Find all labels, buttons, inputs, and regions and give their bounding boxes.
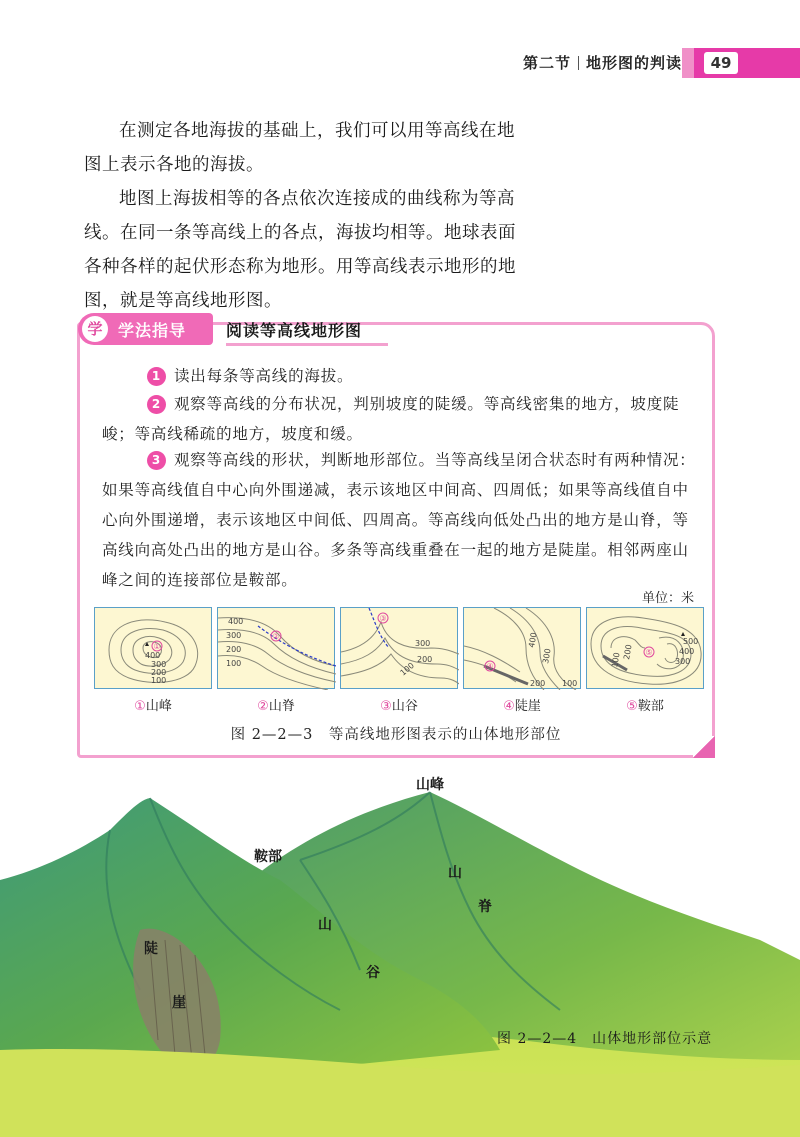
contour-map-saddle (586, 607, 704, 689)
svg-text:400: 400 (679, 647, 695, 656)
label-cliff-char-2: 崖 (172, 995, 186, 1011)
figure-caption-2-2-4: 图 2—2—4 山体地形部位示意 (497, 1031, 713, 1047)
label-saddle: 鞍部 (254, 849, 282, 865)
map-marker: ④ (486, 662, 494, 671)
section-label: 第二节 (522, 54, 571, 72)
study-guide-tag-label: 学法指导 (118, 321, 187, 340)
svg-text:200: 200 (530, 679, 546, 688)
page-header (0, 48, 800, 78)
svg-text:400: 400 (228, 617, 244, 626)
study-guide-title: 阅读等高线地形图 (226, 321, 363, 340)
label-valley-char-2: 谷 (366, 965, 380, 981)
map-marker: ③ (379, 614, 387, 623)
map-marker: ① (153, 642, 161, 651)
svg-text:300: 300 (541, 647, 553, 665)
svg-text:500: 500 (683, 637, 699, 646)
svg-text:300: 300 (415, 639, 431, 648)
tip-2 (102, 389, 702, 449)
map-caption-ridge: ②山脊 (257, 699, 295, 714)
page-number: 49 (704, 52, 738, 74)
unit-label: 单位：米 (641, 591, 694, 606)
tip-3 (102, 445, 702, 595)
map-caption-peak: ①山峰 (134, 699, 172, 714)
contour-lines-cliff (464, 608, 582, 690)
map-marker: ⑤ (645, 648, 653, 657)
contour-lines-peak (95, 608, 213, 690)
svg-text:200: 200 (417, 655, 433, 664)
contour-map-valley (340, 607, 458, 689)
chapter-title: 地形图的判读 (585, 54, 682, 72)
map-caption-cliff: ④陡崖 (503, 699, 541, 714)
map-marker: ② (272, 632, 280, 641)
mountain-landscape-drawing (0, 770, 800, 1137)
svg-text:400: 400 (527, 631, 539, 649)
study-guide-box (77, 322, 715, 758)
map-caption-valley: ③山谷 (380, 699, 418, 714)
body-paragraph-2: 地图上海拔相等的各点依次连接成的曲线称为等高线。在同一条等高线上的各点，海拔均相等。地球表面各种各样的起伏形态称为地形。用等高线表示地形的地图，就是等高线地形图。 (84, 189, 516, 311)
page-number-tab (694, 48, 800, 78)
tip-text: 观察等高线的分布状况，判别坡度的陡缓。等高线密集的地方，坡度陡峻；等高线稀疏的地方，坡度和缓。 (102, 395, 680, 443)
contour-map-peak (94, 607, 212, 689)
running-head (523, 52, 682, 73)
study-guide-tag (78, 313, 213, 345)
contour-map-row (94, 607, 706, 714)
svg-text:100: 100 (226, 659, 242, 668)
tip-number-badge: 2 (147, 395, 166, 414)
contour-lines-saddle (587, 608, 705, 690)
mountain-illustration (0, 770, 800, 1137)
tip-text: 读出每条等高线的海拔。 (174, 367, 354, 385)
tip-text: 观察等高线的形状，判断地形部位。当等高线呈闭合状态时有两种情况：如果等高线值自中心向外围递减，表示该地区中间高、四周低；如果等高线值自中心向外围递增，表示该地区中间低、四周高。等高线向低处凸出的地方是山脊，等高线向高处凸出的地方是山谷。多条等高线重叠在一起的地方是陡崖。相邻两座山峰之间的连接部位是鞍部。 (102, 451, 696, 589)
svg-text:200: 200 (226, 645, 242, 654)
figure-caption-2-2-3: 图 2—2—3 等高线地形图表示的山体地形部位 (230, 727, 562, 743)
header-divider (578, 56, 579, 70)
svg-text:200: 200 (151, 668, 167, 677)
svg-text:400: 400 (145, 651, 161, 660)
svg-text:200: 200 (622, 643, 634, 661)
svg-text:300: 300 (151, 660, 167, 669)
label-ridge-char-2: 脊 (478, 899, 492, 915)
label-peak: 山峰 (416, 777, 444, 793)
tip-1 (102, 361, 702, 391)
contour-map-ridge (217, 607, 335, 689)
contour-lines-valley (341, 608, 459, 690)
study-guide-header (78, 313, 403, 347)
label-valley-char-1: 山 (318, 917, 332, 933)
svg-text:100: 100 (562, 679, 578, 688)
svg-text:300: 300 (675, 657, 691, 666)
body-paragraph-1: 在测定各地海拔的基础上，我们可以用等高线在地图上表示各地的海拔。 (84, 121, 515, 175)
title-underline (226, 343, 388, 346)
tip-number-badge: 1 (147, 367, 166, 386)
svg-text:100: 100 (151, 676, 167, 685)
label-cliff-char-1: 陡 (144, 941, 158, 957)
svg-text:100: 100 (610, 651, 622, 669)
svg-text:100: 100 (398, 660, 416, 678)
tip-number-badge: 3 (147, 451, 166, 470)
contour-map-cliff (463, 607, 581, 689)
svg-text:300: 300 (226, 631, 242, 640)
study-book-icon: 学 (82, 316, 108, 342)
contour-lines-ridge (218, 608, 336, 690)
map-caption-saddle: ⑤鞍部 (626, 699, 664, 714)
label-ridge-char-1: 山 (448, 865, 462, 881)
